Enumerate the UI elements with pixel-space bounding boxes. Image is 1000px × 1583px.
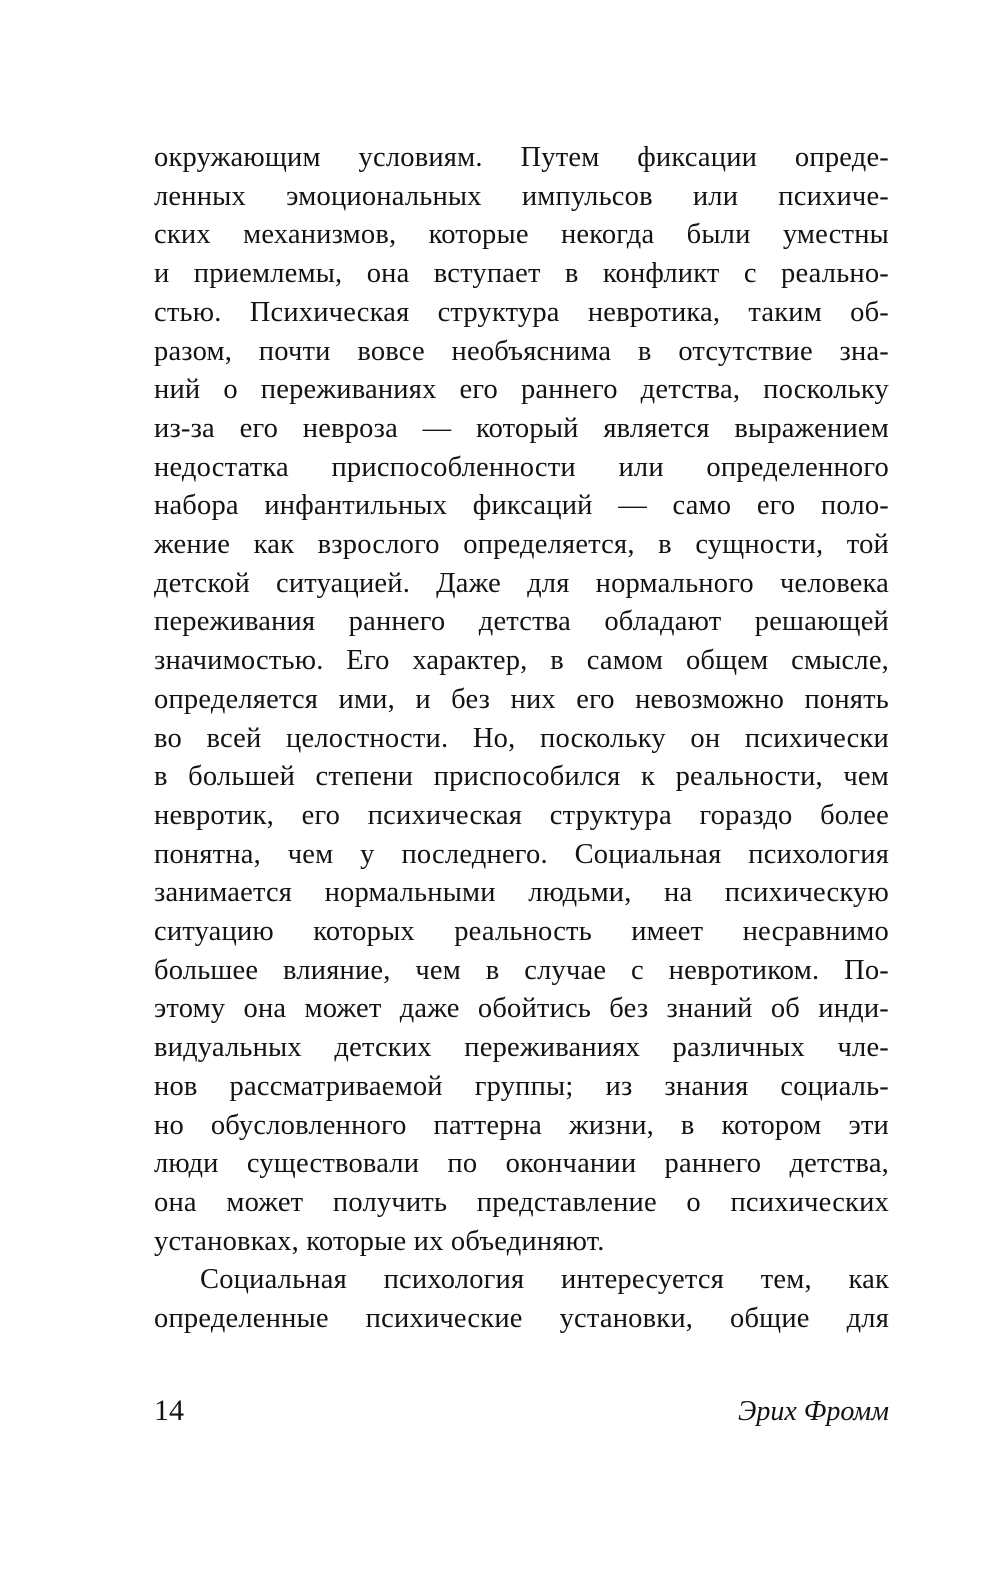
text-line: нов рассматриваемой группы; из знания социаль- bbox=[154, 1070, 889, 1102]
page-number: 14 bbox=[154, 1394, 184, 1427]
text-line: разом, почти вовсе необъяснима в отсутствие зна- bbox=[154, 335, 889, 367]
text-line: во всей целостности. Но, поскольку он психически bbox=[154, 722, 889, 754]
text-line: этому она может даже обойтись без знаний об инди- bbox=[154, 993, 889, 1025]
text-line: Социальная психология интересуется тем, как bbox=[200, 1264, 889, 1296]
text-line: жение как взрослого определяется, в сущности, той bbox=[154, 529, 889, 561]
page-footer bbox=[154, 1396, 889, 1426]
text-line: люди существовали по окончании раннего детства, bbox=[154, 1148, 889, 1180]
text-line: она может получить представление о психических bbox=[154, 1186, 889, 1218]
text-line: ний о переживаниях его раннего детства, поскольку bbox=[154, 374, 889, 406]
text-line: детской ситуацией. Даже для нормального человека bbox=[154, 567, 889, 599]
text-line: из-за его невроза — который является выражением bbox=[154, 412, 889, 444]
text-line: переживания раннего детства обладают решающей bbox=[154, 606, 889, 638]
text-line: ситуацию которых реальность имеет несравнимо bbox=[154, 916, 889, 948]
text-line: установках, которые их объединяют. bbox=[154, 1225, 605, 1257]
text-line: большее влияние, чем в случае с невротиком. По- bbox=[154, 954, 889, 986]
text-line: набора инфантильных фиксаций — само его поло- bbox=[154, 490, 889, 522]
text-line: и приемлемы, она вступает в конфликт с реально- bbox=[154, 258, 889, 290]
body-text bbox=[154, 139, 889, 1339]
text-line: определенные психические установки, общие для bbox=[154, 1303, 889, 1335]
text-line: ленных эмоциональных импульсов или психиче- bbox=[154, 180, 889, 212]
text-line: понятна, чем у последнего. Социальная психология bbox=[154, 838, 889, 870]
paragraph bbox=[154, 139, 889, 1261]
text-line: в большей степени приспособился к реальности, чем bbox=[154, 761, 889, 793]
text-line: занимается нормальными людьми, на психическую bbox=[154, 877, 889, 909]
text-line: стью. Психическая структура невротика, таким об- bbox=[154, 296, 889, 328]
paragraph bbox=[154, 1261, 889, 1338]
running-author: Эрих Фромм bbox=[738, 1396, 889, 1427]
text-line: недостатка приспособленности или определенного bbox=[154, 451, 889, 483]
text-line: но обусловленного паттерна жизни, в котором эти bbox=[154, 1109, 889, 1141]
text-line: невротик, его психическая структура гораздо более bbox=[154, 799, 889, 831]
text-line: ских механизмов, которые некогда были уместны bbox=[154, 219, 889, 251]
text-line: видуальных детских переживаниях различных чле- bbox=[154, 1032, 889, 1064]
text-line: окружающим условиям. Путем фиксации опреде- bbox=[154, 142, 889, 173]
text-line: значимостью. Его характер, в самом общем смысле, bbox=[154, 645, 889, 677]
text-line: определяется ими, и без них его невозможно понять bbox=[154, 683, 889, 715]
